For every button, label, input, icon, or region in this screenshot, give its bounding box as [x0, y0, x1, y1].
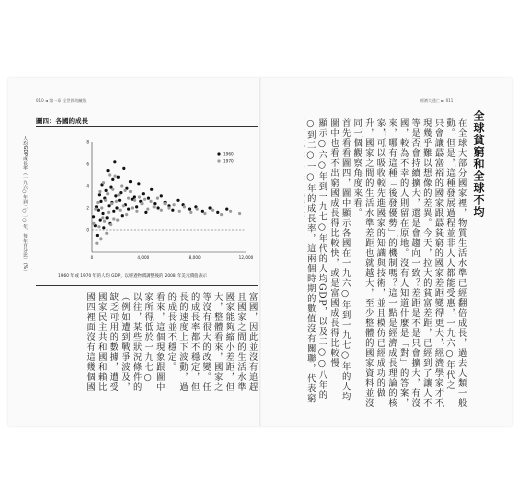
data-point-1960	[107, 204, 110, 207]
legend-label-1970: 1970	[223, 158, 234, 164]
data-point-1960	[160, 194, 163, 197]
data-point-1970	[124, 189, 127, 192]
data-point-1970	[107, 211, 110, 214]
data-point-1960	[137, 182, 140, 185]
text-column: 同一個觀察角度來看。	[351, 118, 363, 218]
data-point-1970	[220, 213, 223, 216]
text-column: （例如遭到戰爭波及，	[118, 292, 130, 392]
data-point-1960	[147, 197, 150, 200]
data-point-1970	[125, 213, 128, 216]
data-point-1960	[127, 208, 130, 211]
data-point-1960	[150, 188, 153, 191]
data-point-1960	[121, 214, 124, 217]
data-point-1970	[97, 225, 100, 228]
data-point-1960	[144, 211, 147, 214]
data-point-1960	[129, 180, 132, 183]
data-point-1970	[153, 205, 156, 208]
book-gutter	[259, 78, 261, 426]
data-point-1970	[106, 192, 109, 195]
text-column: 的成長並不穩定。	[165, 292, 177, 372]
data-point-1970	[131, 206, 134, 209]
data-point-1970	[108, 173, 111, 176]
data-point-1960	[188, 208, 191, 211]
text-column: 動。但是，這種發展過程並非人人都能受惠，一九六○年代之	[443, 118, 455, 390]
data-point-1970	[102, 181, 105, 184]
data-point-1970	[189, 211, 192, 214]
scatter-chart	[36, 130, 258, 275]
data-point-1960	[142, 192, 145, 195]
text-column: 在全球大部分國家裡，物質生活水準已經翻倍成長，過去人類一般	[455, 118, 467, 408]
text-column: 的成長率都不穩定，但	[188, 292, 200, 392]
data-point-1970	[140, 202, 143, 205]
data-point-1970	[100, 206, 103, 209]
text-column: 首先看看圖四，圖中顯示各國在一九六○年到一九七○年的人均	[339, 118, 351, 402]
data-point-1970	[160, 209, 163, 212]
data-point-1970	[138, 195, 141, 198]
y-tick-label: 4	[86, 183, 89, 189]
data-point-1970	[178, 210, 181, 213]
data-point-1970	[149, 200, 152, 203]
data-point-1960	[101, 212, 104, 215]
data-point-1960	[111, 178, 114, 181]
data-point-1960	[98, 193, 101, 196]
section-heading: 全球貧窮和全球不均	[472, 110, 485, 218]
data-point-1970	[101, 216, 104, 219]
text-column: 長的速度上下波動，過	[176, 292, 188, 392]
data-point-1960	[112, 210, 115, 213]
data-point-1970	[133, 199, 136, 202]
text-column: 只會讓最富裕的國家跟最貧窮的國家差距變得更大，經濟學家才不	[432, 118, 444, 408]
text-column: 國四裡面沒有這幾個國	[84, 292, 96, 392]
text-column: 國家能夠縮小差距，但	[223, 292, 235, 392]
text-column: 以往，某些狀況條件的	[130, 292, 142, 392]
data-point-1960	[92, 215, 95, 218]
text-column: 來，哪有這種「後發優勢」的機制嗎？這一點是經濟成長理論的核	[385, 118, 397, 408]
data-point-1970	[117, 193, 120, 196]
data-point-1960	[102, 226, 105, 229]
figure-title: 圖四：各國的成長	[36, 117, 88, 125]
figure-top-rule	[36, 126, 258, 127]
data-point-1970	[104, 199, 107, 202]
data-point-1960	[106, 169, 109, 172]
data-point-1960	[99, 219, 102, 222]
data-point-1970	[211, 209, 214, 212]
right-running-head: 經濟大逃亡 ► 011	[420, 98, 454, 103]
x-tick-label: 0	[90, 255, 94, 260]
data-point-1960	[135, 205, 138, 208]
data-point-1970	[129, 190, 132, 193]
data-point-1970	[135, 210, 138, 213]
text-column: 看來，這個現象跟圖中	[153, 292, 165, 392]
y-tick-label: 6	[86, 161, 89, 167]
data-point-1970	[183, 205, 186, 208]
data-point-1960	[171, 209, 174, 212]
data-point-1960	[122, 167, 125, 170]
text-column: 圖中也看不出窮國成長得比較快，或是富國成長得比較慢	[327, 118, 339, 368]
text-column: 現幾乎難以想像的差異。今天，拉大的貧富差距，已經到了讓人不	[420, 118, 432, 408]
x-tick-label: 8,000	[188, 255, 201, 260]
data-point-1970	[203, 212, 206, 215]
data-point-1960	[96, 234, 99, 237]
data-point-1960	[113, 160, 116, 163]
data-point-1970	[110, 202, 113, 205]
text-column: 國家民主共和國和賴比	[95, 292, 107, 392]
data-point-1970	[103, 220, 106, 223]
data-point-1970	[96, 201, 99, 204]
data-point-1970	[127, 197, 130, 200]
data-point-1970	[229, 210, 232, 213]
data-point-1970	[98, 190, 101, 193]
data-point-1970	[167, 206, 170, 209]
text-column: 缺乏可用的數據，遭受	[107, 292, 119, 392]
data-point-1970	[238, 212, 241, 215]
y-tick-label: 2	[86, 205, 89, 211]
text-column: 大，整體看來，國家之	[211, 292, 223, 392]
y-tick-label: 0	[86, 227, 89, 233]
data-point-1960	[133, 195, 136, 198]
data-point-1960	[225, 208, 228, 211]
text-column: 升，國家之間的生活水準差距也就越大，至少整體的國家資料並沒	[362, 118, 374, 408]
data-point-1960	[153, 202, 156, 205]
y-tick-label: 8	[86, 139, 89, 145]
data-point-1960	[208, 206, 211, 209]
data-point-1970	[156, 197, 159, 200]
figure-y-axis-label: 人均GDP成長率（一九六○年到二○一○年，每年百分比）（%）	[22, 136, 27, 274]
left-running-head: 010 ◄ 第一章 全世界的鹹魚	[36, 98, 87, 103]
text-column: ○到二○一○年的成長率，這兩個時期的數值沒有關聯，代表窮	[304, 118, 316, 404]
data-point-1970	[112, 217, 115, 220]
data-point-1960	[156, 206, 159, 209]
data-point-1960	[114, 194, 117, 197]
text-column: 等是否會持續擴大，還是會趨向一致？差距是不是只會擴大，有沒	[409, 118, 421, 408]
data-point-1960	[99, 200, 102, 203]
data-point-1960	[176, 199, 179, 202]
text-column: 富國，因此並沒有追趕	[246, 292, 258, 392]
data-point-1970	[164, 202, 167, 205]
data-point-1970	[115, 200, 118, 203]
legend-marker-1960	[217, 152, 220, 155]
data-point-1970	[111, 188, 114, 191]
data-point-1970	[92, 222, 95, 225]
data-point-1970	[120, 184, 123, 187]
text-column: 顯示○六○年到一九七○年代的人均GDP，以及二○○八年的	[316, 118, 328, 400]
data-point-1970	[196, 208, 199, 211]
data-point-1970	[146, 208, 149, 211]
text-column: 家所得低於一九七○	[142, 292, 154, 384]
data-point-1960	[105, 189, 108, 192]
x-tick-label: 4,000	[137, 255, 150, 260]
data-point-1970	[99, 237, 102, 240]
data-point-1960	[106, 216, 109, 219]
data-point-1960	[118, 199, 121, 202]
scatter-plot-area	[86, 140, 253, 261]
text-column: 國，較為不幸的人則留在原地。沒有人知道什麼是「對」的答案，	[397, 118, 409, 408]
data-point-1960	[216, 211, 219, 214]
x-tick-label: 12,000	[238, 255, 254, 260]
legend-label-1960: 1960	[223, 151, 234, 157]
data-point-1970	[173, 203, 176, 206]
data-point-1970	[94, 208, 97, 211]
data-point-1970	[119, 209, 122, 212]
data-point-1970	[143, 198, 146, 201]
text-column: 等沒有很大的改變。任	[200, 292, 212, 392]
figure-caption: 1960 年或 1970 年的人均 GDP，以經過物價調整後的 2008 年美元價值表示	[58, 274, 208, 279]
data-point-1970	[105, 232, 108, 235]
data-point-1970	[116, 219, 119, 222]
data-point-1970	[95, 242, 98, 245]
data-point-1960	[201, 210, 204, 213]
data-point-1970	[122, 204, 125, 207]
text-column: 家，可以吸收較先進國家的知識與技術，並且模仿已經成功的做	[374, 118, 386, 398]
data-point-1960	[117, 176, 120, 179]
legend-marker-1970	[217, 159, 220, 162]
data-point-1960	[115, 206, 118, 209]
left-body-text	[36, 292, 258, 396]
text-column: 且國家之間的生活水準	[234, 292, 246, 392]
data-point-1970	[109, 223, 112, 226]
data-point-1970	[114, 175, 117, 178]
figure-bottom-rule	[36, 285, 258, 286]
